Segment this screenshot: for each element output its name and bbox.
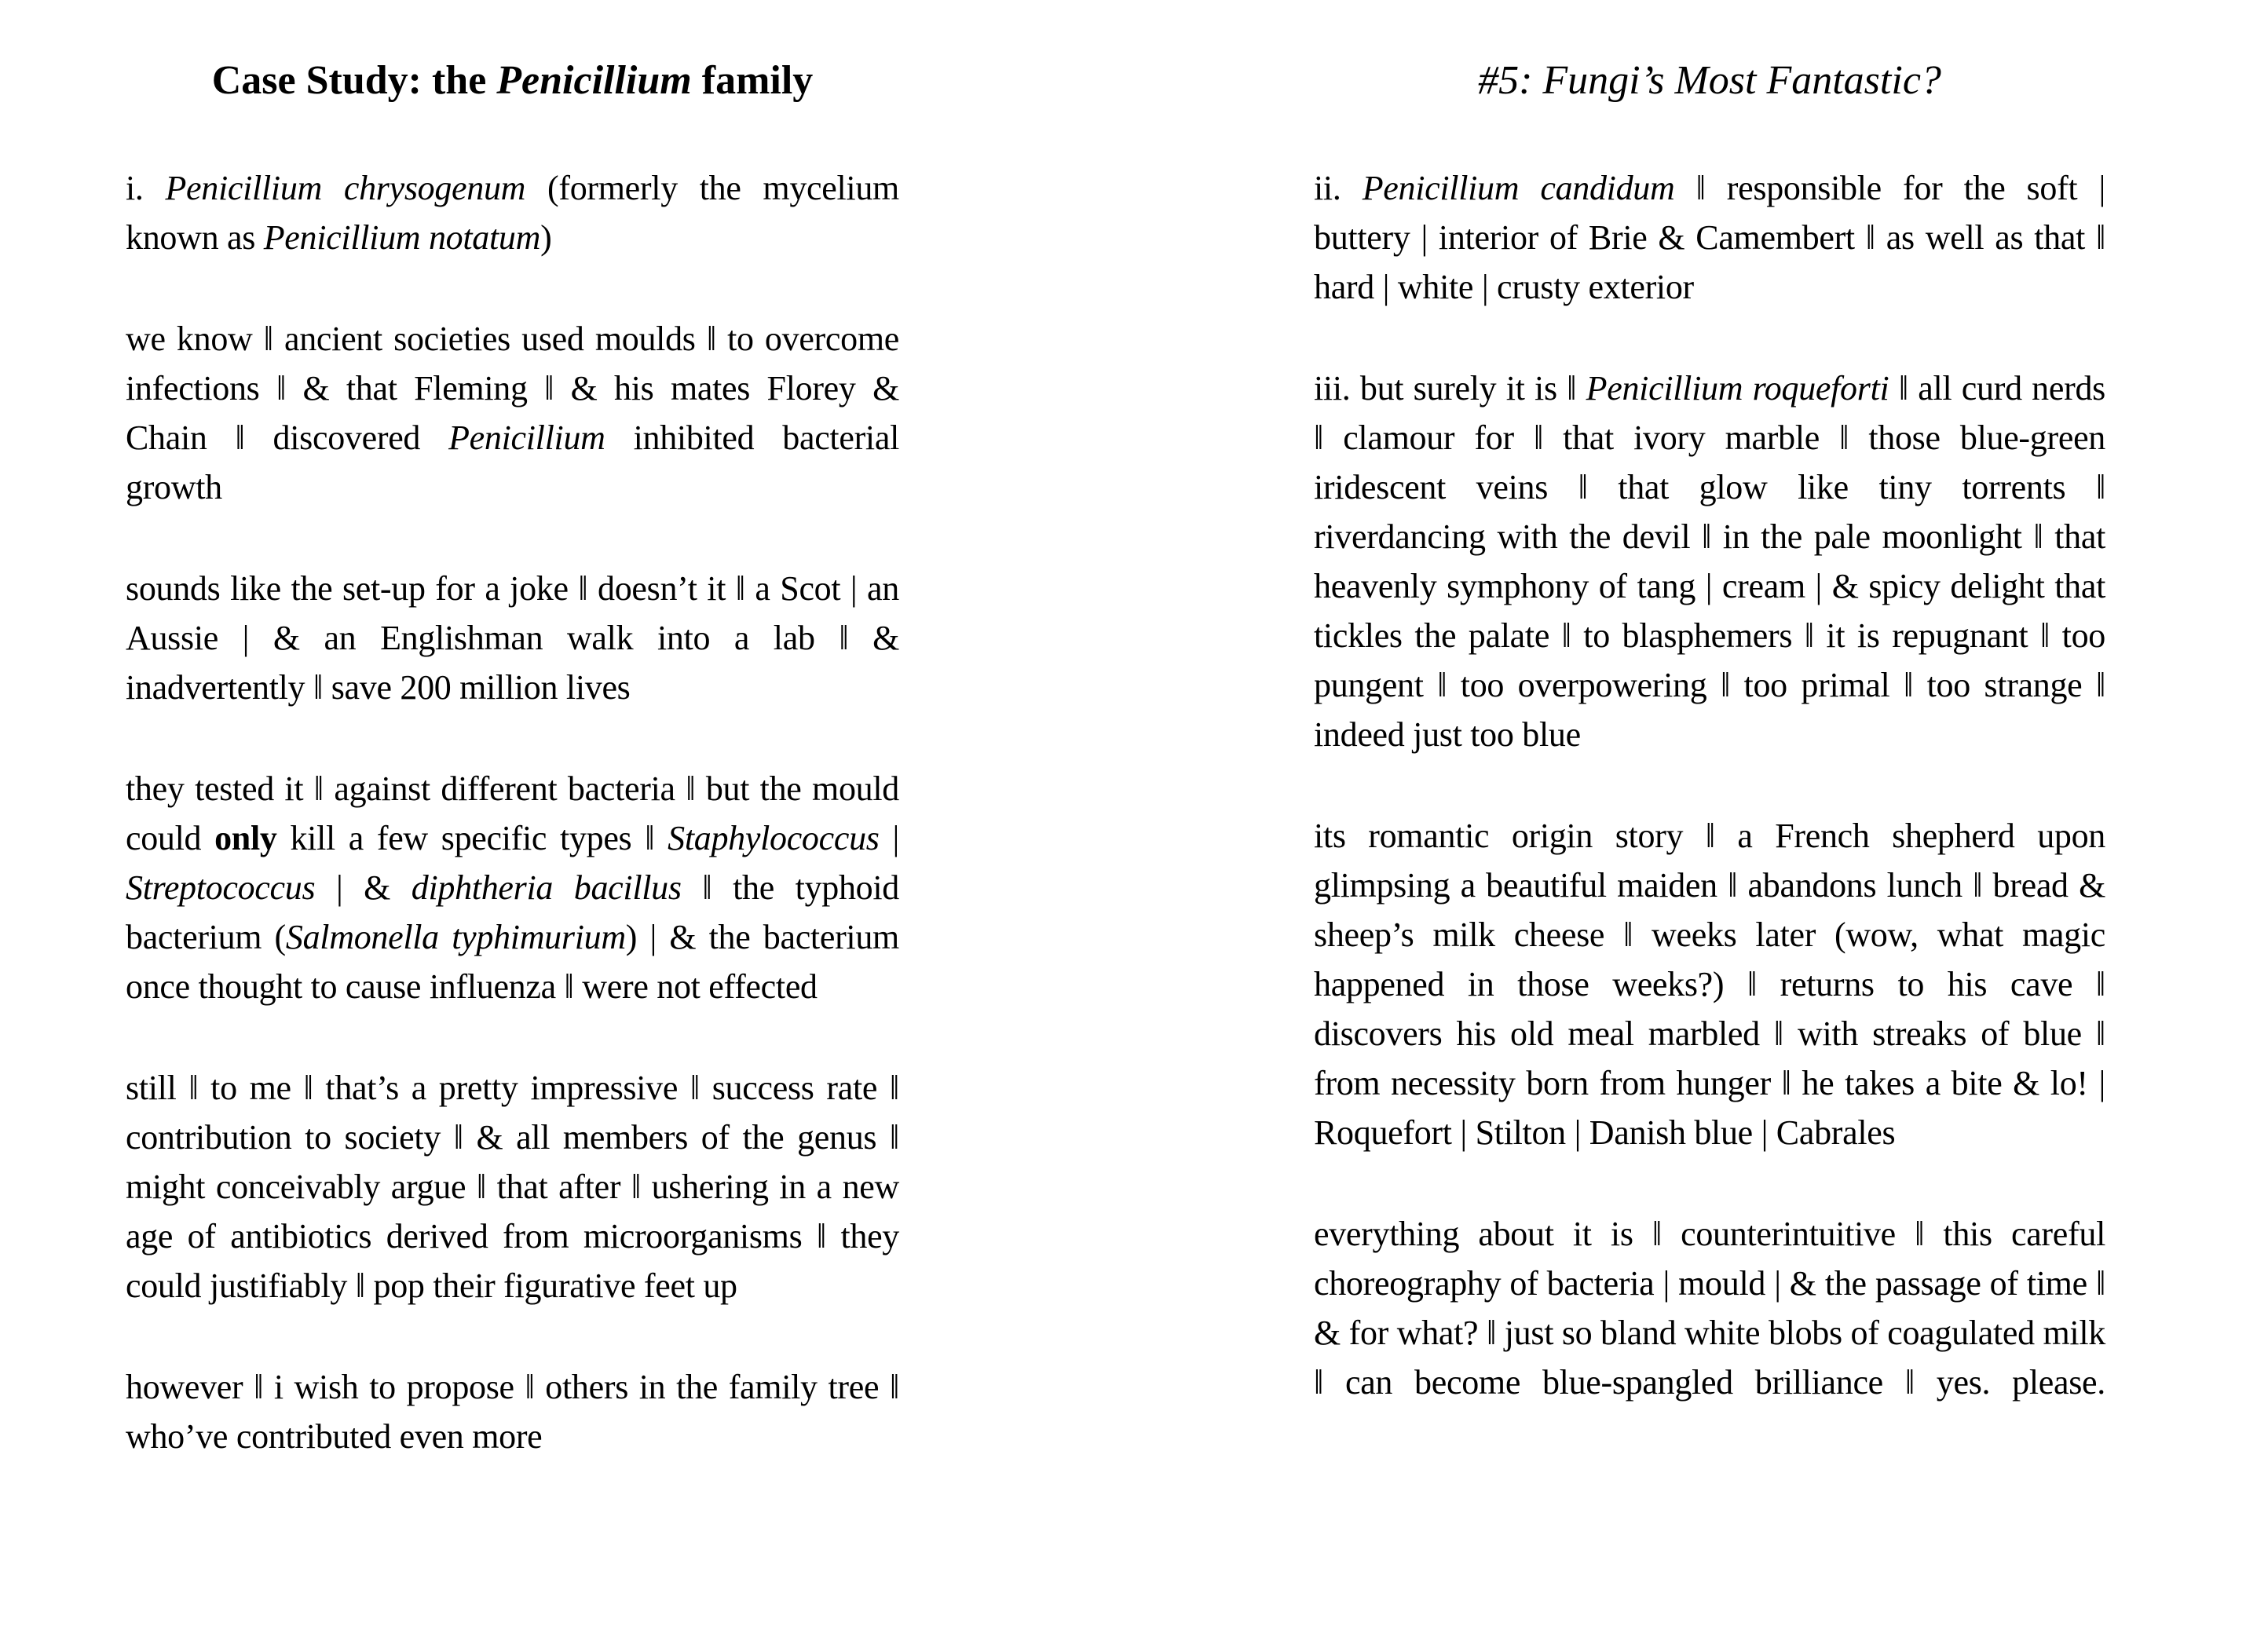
page-right — [1314, 55, 2105, 1461]
text-run: still ‖ to me ‖ that’s a pretty impressive ‖ success rate ‖ contribution to society ‖ & all members of the genus ‖ might conceivably argue ‖ that after ‖ ushering in a new age of antibiotics derived from microorganisms ‖ they could justifiably ‖ pop their figurative feet up — [126, 1069, 899, 1305]
italic-text-run: Streptococcus — [126, 868, 316, 907]
italic-text-run: Penicillium — [496, 58, 692, 103]
italic-text-run: Penicillium — [448, 418, 605, 457]
paragraph — [126, 163, 899, 262]
text-run: ii. — [1314, 169, 1363, 207]
italic-text-run: Penicillium chrysogenum — [165, 169, 526, 207]
italic-text-run: diphtheria bacillus — [411, 868, 682, 907]
italic-text-run: Penicillium roqueforti — [1586, 369, 1889, 408]
text-run: we know ‖ ancient societies used moulds ‖ to overcome infections ‖ & that Fleming ‖ & his mates Florey & Chain ‖ discovered — [126, 320, 899, 457]
paragraph — [1314, 811, 2105, 1157]
page-left — [126, 55, 899, 1461]
paragraph — [1314, 364, 2105, 759]
paragraph — [126, 1063, 899, 1310]
paragraph — [1314, 1209, 2105, 1407]
text-run: Case Study: the — [211, 58, 497, 103]
text-run: ) | & the bacterium once thought to cause influenza ‖ were not effected — [126, 918, 899, 1006]
text-run: inhibited bacterial growth — [126, 418, 900, 506]
text-run: they tested it ‖ against different bacteria ‖ but the mould could — [126, 769, 899, 857]
left-text-column — [126, 163, 899, 1461]
text-run: i. — [126, 169, 166, 207]
text-run: (formerly the mycelium known as — [126, 169, 899, 257]
text-run: | & — [315, 868, 412, 907]
text-run: family — [691, 58, 814, 103]
text-run: sounds like the set-up for a joke ‖ doesn’t it ‖ a Scot | an Aussie | & an Englishman walk into a lab ‖ & inadvertently ‖ save 200 million lives — [126, 569, 899, 707]
text-run: ‖ the typhoid bacterium ( — [126, 868, 899, 956]
text-run: iii. but surely it is ‖ — [1314, 369, 1586, 408]
text-run: kill a few specific types ‖ — [276, 819, 668, 857]
text-run: ) — [540, 218, 552, 257]
italic-text-run: Penicillium notatum — [263, 218, 541, 257]
paragraph — [1314, 163, 2105, 312]
text-run: everything about it is ‖ counterintuitive ‖ this careful choreography of bacteria | mould | & the passage of time ‖ & for what? ‖ just so bland white blobs of coagulated milk ‖ can become blue-spangled brilliance ‖ yes. please. — [1314, 1215, 2105, 1402]
right-page-header: #5: Fungi’s Most Fantastic? — [1478, 58, 1941, 103]
paragraph — [126, 1362, 899, 1461]
paragraph — [126, 314, 899, 512]
paragraph — [126, 764, 899, 1011]
left-page-title — [126, 55, 899, 107]
text-run: ‖ responsible for the soft | buttery | interior of Brie & Camembert ‖ as well as that ‖ hard | white | crusty exterior — [1314, 169, 2105, 306]
text-run: ‖ all curd nerds ‖ clamour for ‖ that ivory marble ‖ those blue-green iridescent veins ‖ that glow like tiny torrents ‖ riverdancing with the devil ‖ in the pale moonlight ‖ that heavenly symphony of tang | cream | & spicy delight that tickles the palate ‖ to blasphemers ‖ it is repugnant ‖ too pungent ‖ too overpowering ‖ too primal ‖ too strange ‖ indeed just too blue — [1314, 369, 2105, 754]
italic-text-run: Salmonella typhimurium — [285, 918, 626, 956]
paragraph — [126, 564, 899, 712]
text-run: however ‖ i wish to propose ‖ others in the family tree ‖ who’ve contributed even more — [126, 1368, 899, 1456]
text-run: its romantic origin story ‖ a French shepherd upon glimpsing a beautiful maiden ‖ abandons lunch ‖ bread & sheep’s milk cheese ‖ weeks later (wow, what magic happened in those weeks?) ‖ returns to his cave ‖ discovers his old meal marbled ‖ with streaks of blue ‖ from necessity born from hunger ‖ he takes a bite & lo! | Roquefort | Stilton | Danish blue | Cabrales — [1314, 817, 2105, 1152]
italic-text-run: Staphylococcus — [668, 819, 880, 857]
right-text-column — [1314, 163, 2105, 1407]
bold-text-run: only — [214, 819, 277, 857]
italic-text-run: Penicillium candidum — [1362, 169, 1675, 207]
text-run: | — [879, 819, 899, 857]
